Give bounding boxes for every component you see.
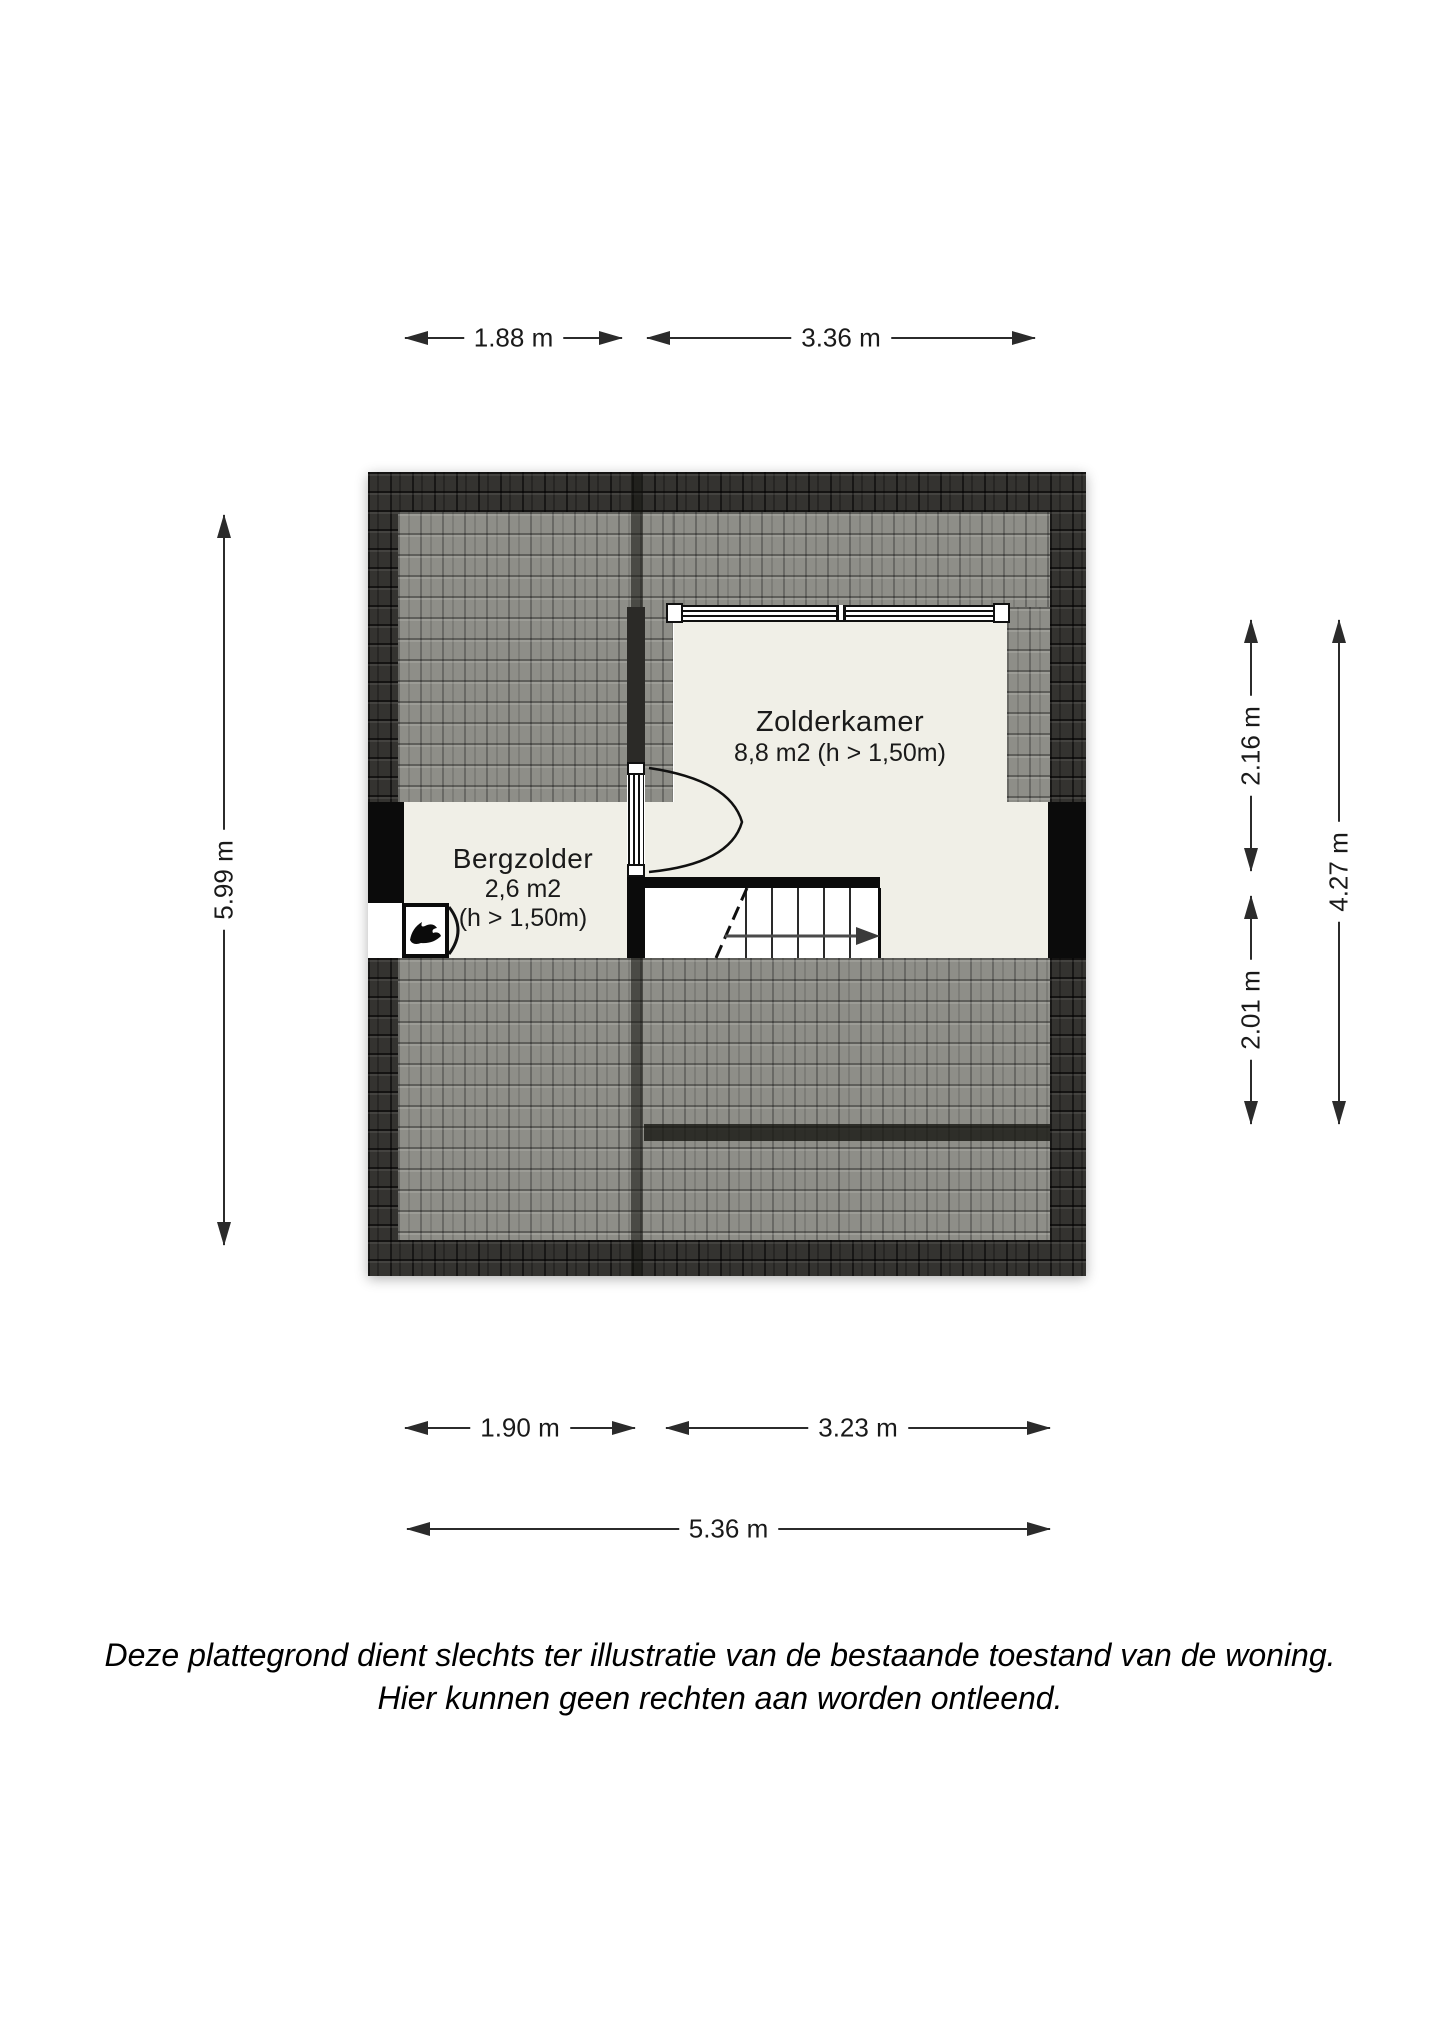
arrow-left-icon xyxy=(665,1421,689,1435)
arrow-right-icon xyxy=(612,1421,636,1435)
zolderkamer-floor-lower xyxy=(645,802,1048,877)
roof-eave-left xyxy=(368,472,398,802)
stair-tread xyxy=(745,888,747,958)
party-wall-seam-bottom xyxy=(631,958,643,1276)
arrow-right-icon xyxy=(599,331,623,345)
room-area: 8,8 m2 (h > 1,50m) xyxy=(734,739,946,767)
stairwell xyxy=(645,888,878,958)
dim-bottom-right xyxy=(666,1412,1050,1443)
dim-top-left xyxy=(405,322,622,353)
dim-top-left-label: 1.88 m xyxy=(464,323,564,354)
stair-top-wall xyxy=(627,877,880,888)
roof-eave-right-lower xyxy=(1050,958,1086,1276)
arrow-right-icon xyxy=(1012,331,1036,345)
boiler-closet xyxy=(402,903,449,958)
arrow-left-icon xyxy=(404,331,428,345)
door-post-top xyxy=(627,762,645,775)
roof-eave-left-lower xyxy=(368,958,398,1276)
arrow-down-icon xyxy=(217,1222,231,1246)
dim-top-right-label: 3.36 m xyxy=(791,323,891,354)
dim-bottom-left-label: 1.90 m xyxy=(470,1413,570,1444)
right-exterior-wall xyxy=(1048,802,1086,958)
arrow-up-icon xyxy=(1244,619,1258,643)
room-name: Zolderkamer xyxy=(755,706,925,738)
dim-top-right xyxy=(647,322,1035,353)
window-mullion xyxy=(836,605,846,620)
bergzolder-left-wall xyxy=(368,802,404,903)
stair-tread xyxy=(849,888,851,958)
stair-tread xyxy=(771,888,773,958)
disclaimer xyxy=(0,1634,1440,1720)
roof-eave-bottom xyxy=(368,1240,1086,1276)
arrow-down-icon xyxy=(1244,1101,1258,1125)
arrow-up-icon xyxy=(217,514,231,538)
stairwell-right-wall xyxy=(878,888,881,958)
dim-bottom-total-label: 5.36 m xyxy=(679,1514,779,1545)
window-post-left xyxy=(666,603,683,623)
arrow-down-icon xyxy=(1244,848,1258,872)
arrow-left-icon xyxy=(646,331,670,345)
door-leaf xyxy=(628,774,644,864)
bergzolder-label xyxy=(453,843,593,933)
dim-left-total xyxy=(208,515,239,1245)
dim-right-total-label: 4.27 m xyxy=(1324,822,1355,922)
dim-bottom-right-label: 3.23 m xyxy=(808,1413,908,1444)
roof-right-strip xyxy=(1007,607,1050,802)
arrow-up-icon xyxy=(1244,895,1258,919)
arrow-down-icon xyxy=(1332,1101,1346,1125)
door-post-bottom xyxy=(627,864,645,877)
arrow-up-icon xyxy=(1332,619,1346,643)
knee-wall-line xyxy=(644,1124,1050,1141)
dim-right-lower-label: 2.01 m xyxy=(1236,960,1267,1060)
window-post-right xyxy=(993,603,1010,623)
arrow-left-icon xyxy=(404,1421,428,1435)
disclaimer-line-2: Hier kunnen geen rechten aan worden ontleend. xyxy=(377,1680,1063,1716)
dim-right-upper-label: 2.16 m xyxy=(1236,696,1267,796)
roof-lower-surface xyxy=(398,958,1050,1240)
zolderkamer-floor-right xyxy=(880,877,1048,958)
party-wall-seam-top xyxy=(631,474,643,607)
dim-right-upper xyxy=(1235,620,1266,871)
dim-right-total xyxy=(1323,620,1354,1124)
room-name: Bergzolder xyxy=(452,843,594,874)
dim-right-lower xyxy=(1235,896,1266,1124)
roof-eave-right xyxy=(1050,472,1086,802)
roof-lower xyxy=(368,958,1086,1276)
arrow-right-icon xyxy=(1027,1421,1051,1435)
stair-tread xyxy=(797,888,799,958)
arrow-right-icon xyxy=(1027,1522,1051,1536)
dim-left-total-label: 5.99 m xyxy=(209,830,240,930)
arrow-left-icon xyxy=(406,1522,430,1536)
zolderkamer-left-wall xyxy=(627,607,645,762)
roof-ridge-band xyxy=(368,472,1086,512)
dim-bottom-left xyxy=(405,1412,635,1443)
dim-bottom-total xyxy=(407,1513,1050,1544)
room-area: 2,6 m2 xyxy=(484,875,562,903)
disclaimer-line-1: Deze plattegrond dient slechts ter illustratie van de bestaande toestand van de woning. xyxy=(104,1637,1336,1673)
divider-wall xyxy=(627,877,645,958)
floorplan-drawing xyxy=(368,472,1086,1276)
roof-above-window xyxy=(673,512,1050,607)
stair-tread xyxy=(823,888,825,958)
room-height-note: (h > 1,50m) xyxy=(458,904,588,932)
zolderkamer-label xyxy=(734,706,946,768)
